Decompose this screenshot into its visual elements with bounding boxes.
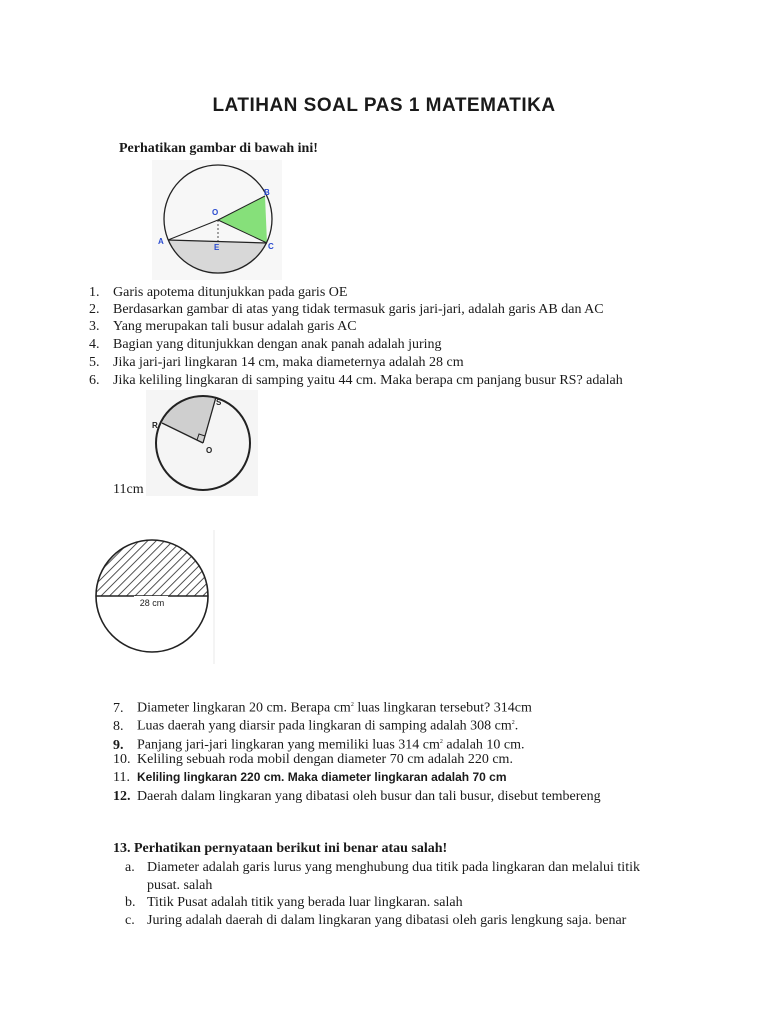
list-item: 12. Daerah dalam lingkaran yang dibatasi oleh busur dan tali busur, disebut tembereng	[113, 789, 601, 804]
label-s: S	[216, 398, 222, 407]
intro-instruction: Perhatikan gambar di bawah ini!	[119, 141, 318, 156]
list-item: 3. Yang merupakan tali busur adalah garis AC	[89, 319, 357, 334]
list-item: b. Titik Pusat adalah titik yang berada luar lingkaran. salah	[125, 895, 463, 910]
list-item: a. Diameter adalah garis lurus yang menghubung dua titik pada lingkaran dan melalui titik	[125, 860, 640, 875]
question-13-title: 13. Perhatikan pernyataan berikut ini benar atau salah!	[113, 841, 448, 856]
page-title: LATIHAN SOAL PAS 1 MATEMATIKA	[212, 95, 556, 116]
list-item: 9. Panjang jari-jari lingkaran yang memiliki luas 314 $cm^2$ adalah 10 cm.	[113, 737, 525, 753]
list-item: 8. Luas daerah yang diarsir pada lingkaran di samping adalah 308 $cm^2$.	[113, 718, 519, 734]
label-b: B	[264, 188, 270, 197]
figure-circle-hatched-half	[90, 530, 216, 664]
label-o: O	[212, 208, 219, 217]
answer-6: 11cm	[113, 482, 144, 497]
list-item-continuation: pusat. salah	[147, 878, 213, 893]
list-item: 6. Jika keliling lingkaran di samping yaitu 44 cm. Maka berapa cm panjang busur RS? adalah	[89, 373, 623, 388]
label-o: O	[206, 446, 213, 455]
diameter-label: 28 cm	[139, 598, 165, 608]
list-item: c. Juring adalah daerah di dalam lingkaran yang dibatasi oleh garis lengkung saja. benar	[125, 913, 627, 928]
list-item: 5. Jika jari-jari lingkaran 14 cm, maka diameternya adalah 28 cm	[89, 355, 464, 370]
label-e: E	[214, 243, 220, 252]
list-item: 7. Diameter lingkaran 20 cm. Berapa $cm^2$ luas lingkaran tersebut? 314cm	[113, 700, 532, 716]
list-item: 1. Garis apotema ditunjukkan pada garis OE	[89, 285, 348, 300]
list-item: 11. Keliling lingkaran 220 cm. Maka diameter lingkaran adalah 70 cm	[113, 770, 507, 785]
list-item: 2. Berdasarkan gambar di atas yang tidak termasuk garis jari-jari, adalah garis AB dan AC	[89, 302, 604, 317]
list-item: 10. Keliling sebuah roda mobil dengan diameter 70 cm adalah 220 cm.	[113, 752, 513, 767]
figure-circle-quarter-sector	[146, 390, 258, 496]
label-c: C	[268, 242, 274, 251]
list-item: 4. Bagian yang ditunjukkan dengan anak panah adalah juring	[89, 337, 442, 352]
figure-circle-sector-segment	[152, 160, 282, 280]
label-a: A	[158, 237, 164, 246]
label-r: R	[152, 421, 158, 430]
